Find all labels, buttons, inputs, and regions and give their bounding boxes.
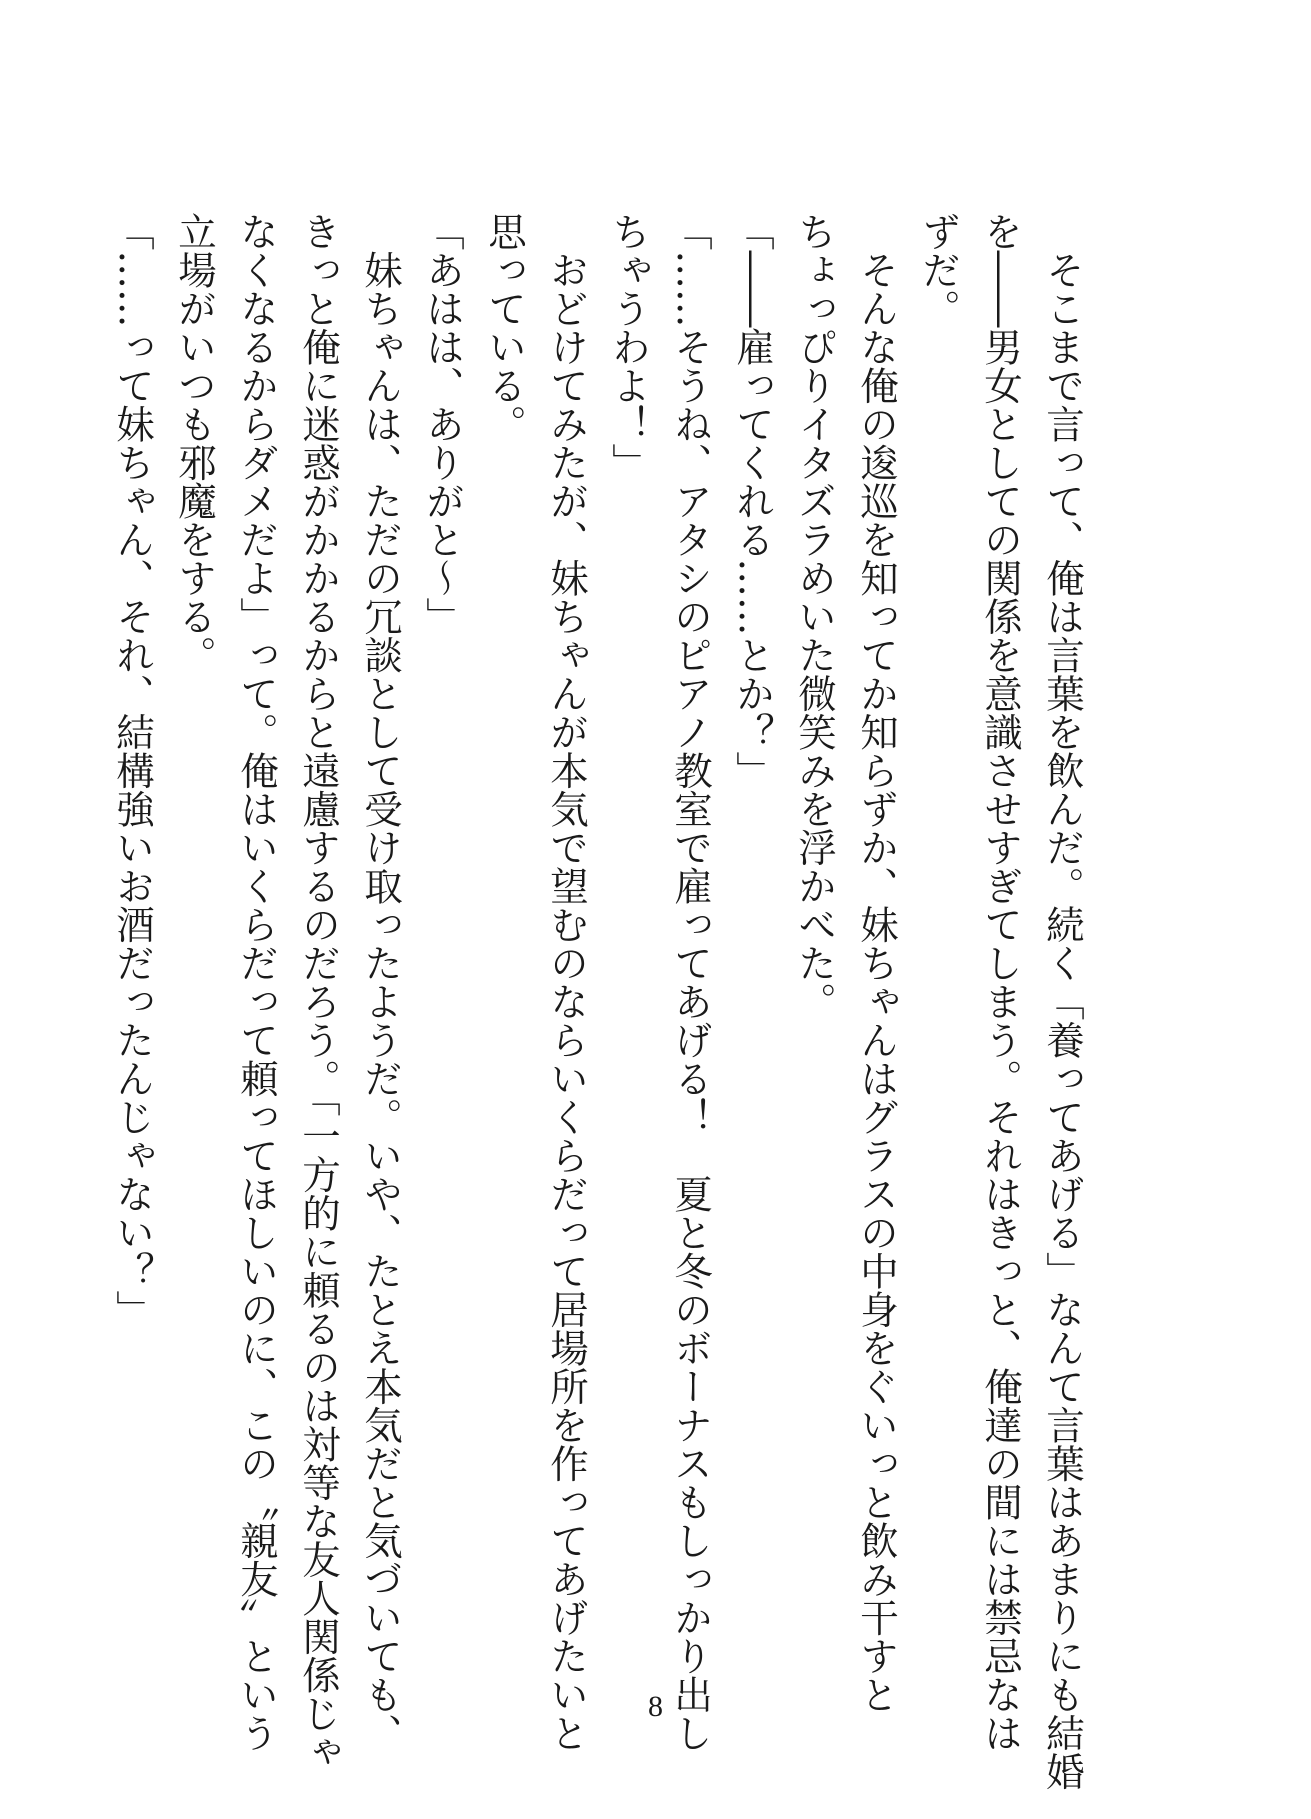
text-line: きっと俺に迷惑がかかるからと遠慮するのだろう。「一方的に頼るのは対等な友人関係じゃ	[296, 212, 341, 1772]
text-line: を――男女としての関係を意識させすぎてしまう。それはきっと、俺達の間には禁忌なは	[978, 212, 1023, 1752]
text-line: 思っている。	[482, 212, 527, 443]
text-line: ちゃうわよ！」	[606, 212, 651, 482]
text-line: 「……そうね、アタシのピアノ教室で雇ってあげる！ 夏と冬のボーナスもしっかり出し	[668, 212, 713, 1752]
text-line: おどけてみたが、妹ちゃんが本気で望むのならいくらだって居場所を作ってあげたいと	[544, 212, 589, 1752]
text-line: そこまで言って、俺は言葉を飲んだ。続く「養ってあげる」なんて言葉はあまりにも結婚	[1040, 212, 1085, 1791]
vertical-text-body	[101, 212, 1093, 1791]
text-line: 「あはは、ありがと～」	[420, 212, 465, 636]
text-line: なくなるからダメだよ」って。俺はいくらだって頼ってほしいのに、この〝親友〟という	[234, 212, 279, 1752]
text-line: そんな俺の逡巡を知ってか知らずか、妹ちゃんはグラスの中身をぐいっと飲み干すと	[854, 212, 899, 1714]
text-line: 妹ちゃんは、ただの冗談として受け取ったようだ。いや、たとえ本気だと気づいても、	[358, 212, 403, 1752]
text-line: 「……って妹ちゃん、それ、結構強いお酒だったんじゃない？」	[110, 212, 155, 1329]
text-line: ずだ。	[916, 212, 961, 328]
text-line: ちょっぴりイタズラめいた微笑みを浮かべた。	[792, 212, 837, 1021]
page-number: 8	[648, 1690, 663, 1723]
text-line: 立場がいつも邪魔をする。	[172, 212, 217, 674]
text-line: 「――雇ってくれる……とか？」	[730, 212, 775, 790]
